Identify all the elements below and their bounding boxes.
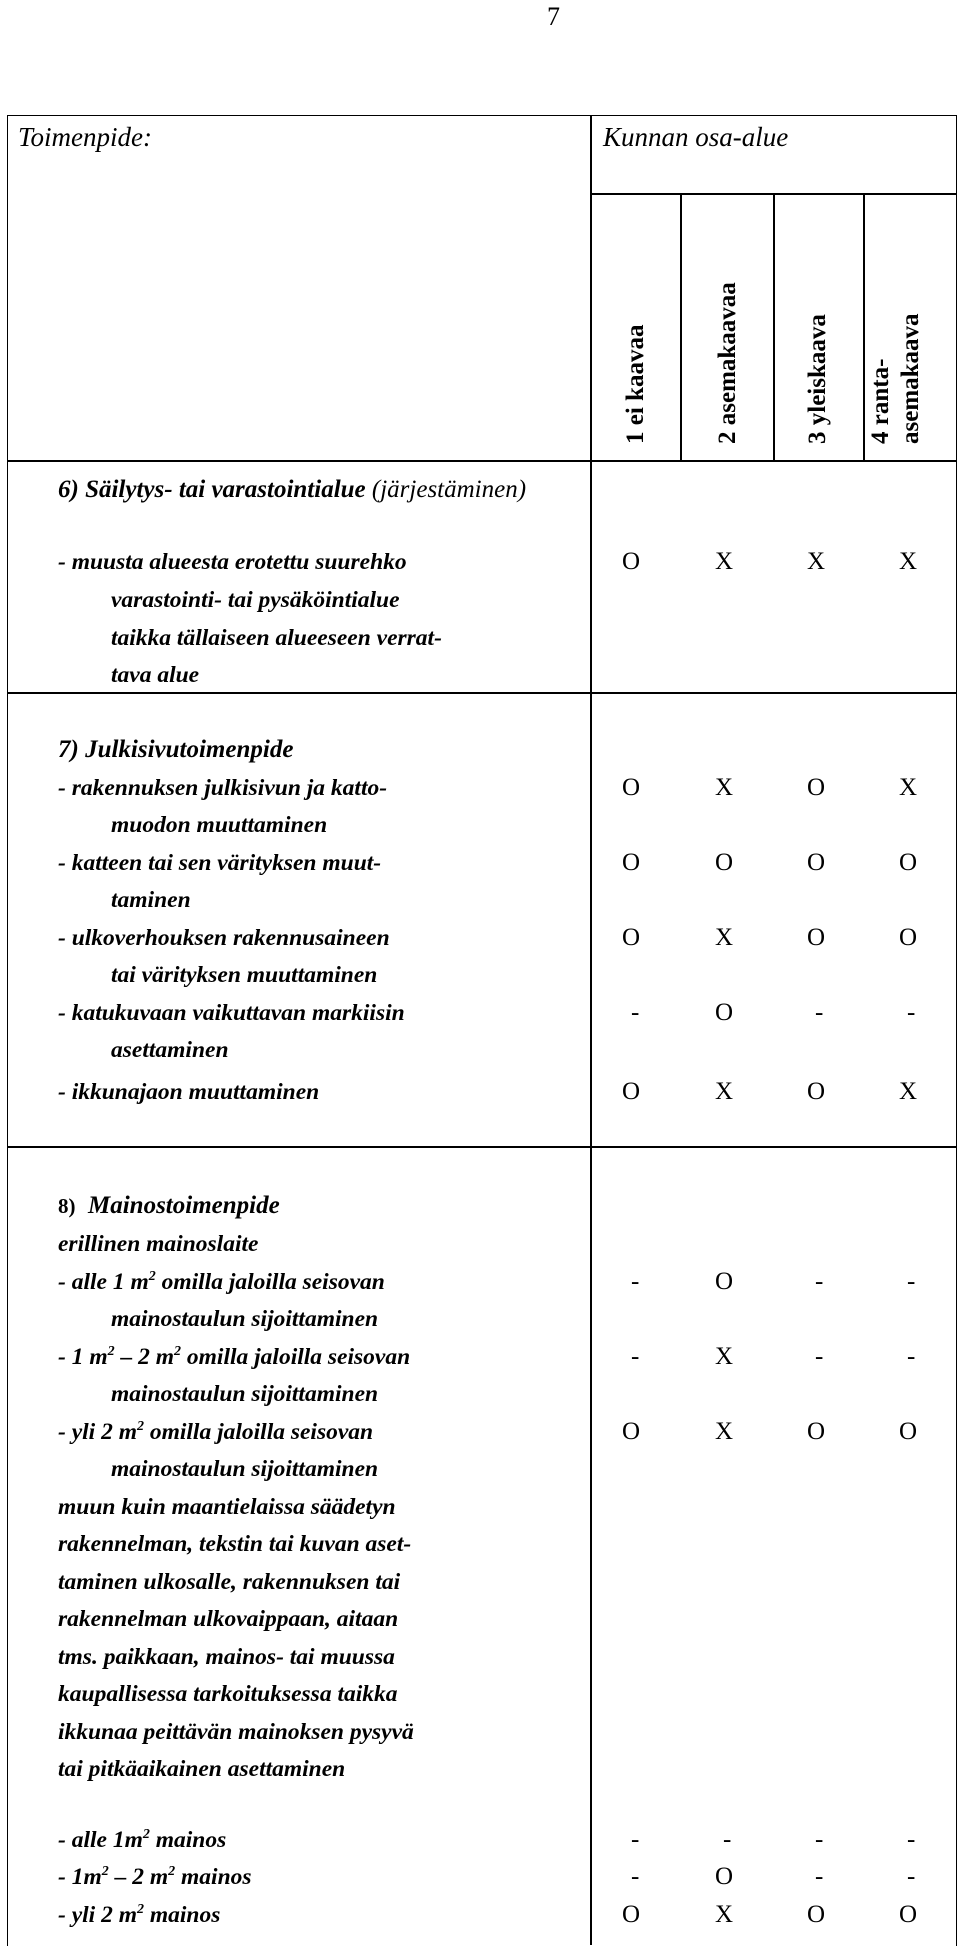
divider xyxy=(773,193,775,460)
page-number: 7 xyxy=(547,2,560,31)
s7-line: taminen xyxy=(111,887,191,913)
divider xyxy=(590,115,592,1945)
s6-line: - muusta alueesta erotettu suurehko xyxy=(58,549,407,575)
divider xyxy=(7,1146,957,1148)
s8-line: - alle 1 $m^2$ omilla jaloilla seisovan xyxy=(58,1269,385,1295)
s8-subtitle: erillinen mainoslaite xyxy=(58,1231,259,1257)
s8-line: - 1 $m^2 - 2$ $m^2$ omilla jaloilla seisovan xyxy=(58,1344,411,1370)
s8-line: mainostaulun sijoittaminen xyxy=(111,1456,379,1482)
s7-line: - katteen tai sen värityksen muut- xyxy=(58,850,382,876)
s7-line: - ulkoverhouksen rakennusaineen xyxy=(58,925,390,951)
s8-line: - yli 2 $m^2$ mainos xyxy=(58,1902,221,1928)
col-header-1: 1 ei kaavaa xyxy=(622,324,649,444)
col-header-2: 2 asemakaavaa xyxy=(714,282,741,444)
header-right: Kunnan osa-alue xyxy=(603,122,789,152)
s8-line: mainostaulun sijoittaminen xyxy=(111,1381,379,1407)
s6-line: tava alue xyxy=(111,662,200,688)
divider xyxy=(7,692,957,694)
col-header-4b: asemakaava xyxy=(897,313,924,444)
divider xyxy=(863,193,865,460)
s7-line: muodon muuttaminen xyxy=(111,812,328,838)
s7-line: - ikkunajaon muuttaminen xyxy=(58,1079,320,1105)
section-8-title: 8) Mainostoimenpide xyxy=(58,1192,280,1219)
s8-line: - yli 2 $m^2$ omilla jaloilla seisovan xyxy=(58,1419,374,1445)
s8-line: - $1m^2 - 2$ $m^2$ mainos xyxy=(58,1864,252,1890)
s6-line: taikka tällaiseen alueeseen verrat- xyxy=(111,625,442,651)
header-left: Toimenpide: xyxy=(18,122,152,152)
s8-line: - alle $1m^2$ mainos xyxy=(58,1827,227,1853)
s7-line: tai värityksen muuttaminen xyxy=(111,962,378,988)
s6-line: varastointi- tai pysäköintialue xyxy=(111,587,400,613)
col-header-3: 3 yleiskaava xyxy=(804,314,831,444)
s7-line: - rakennuksen julkisivun ja katto- xyxy=(58,775,388,801)
s7-line: asettaminen xyxy=(111,1037,229,1063)
divider xyxy=(7,460,957,462)
divider xyxy=(680,193,682,460)
section-7-title: 7) Julkisivutoimenpide xyxy=(58,736,294,763)
s7-line: - katukuvaan vaikuttavan markiisin xyxy=(58,1000,405,1026)
s8-line: mainostaulun sijoittaminen xyxy=(111,1306,379,1332)
col-header-4a: 4 ranta- xyxy=(867,358,894,444)
section-6-title: 6) Säilytys- tai varastointialue (järjestäminen) xyxy=(58,476,527,503)
